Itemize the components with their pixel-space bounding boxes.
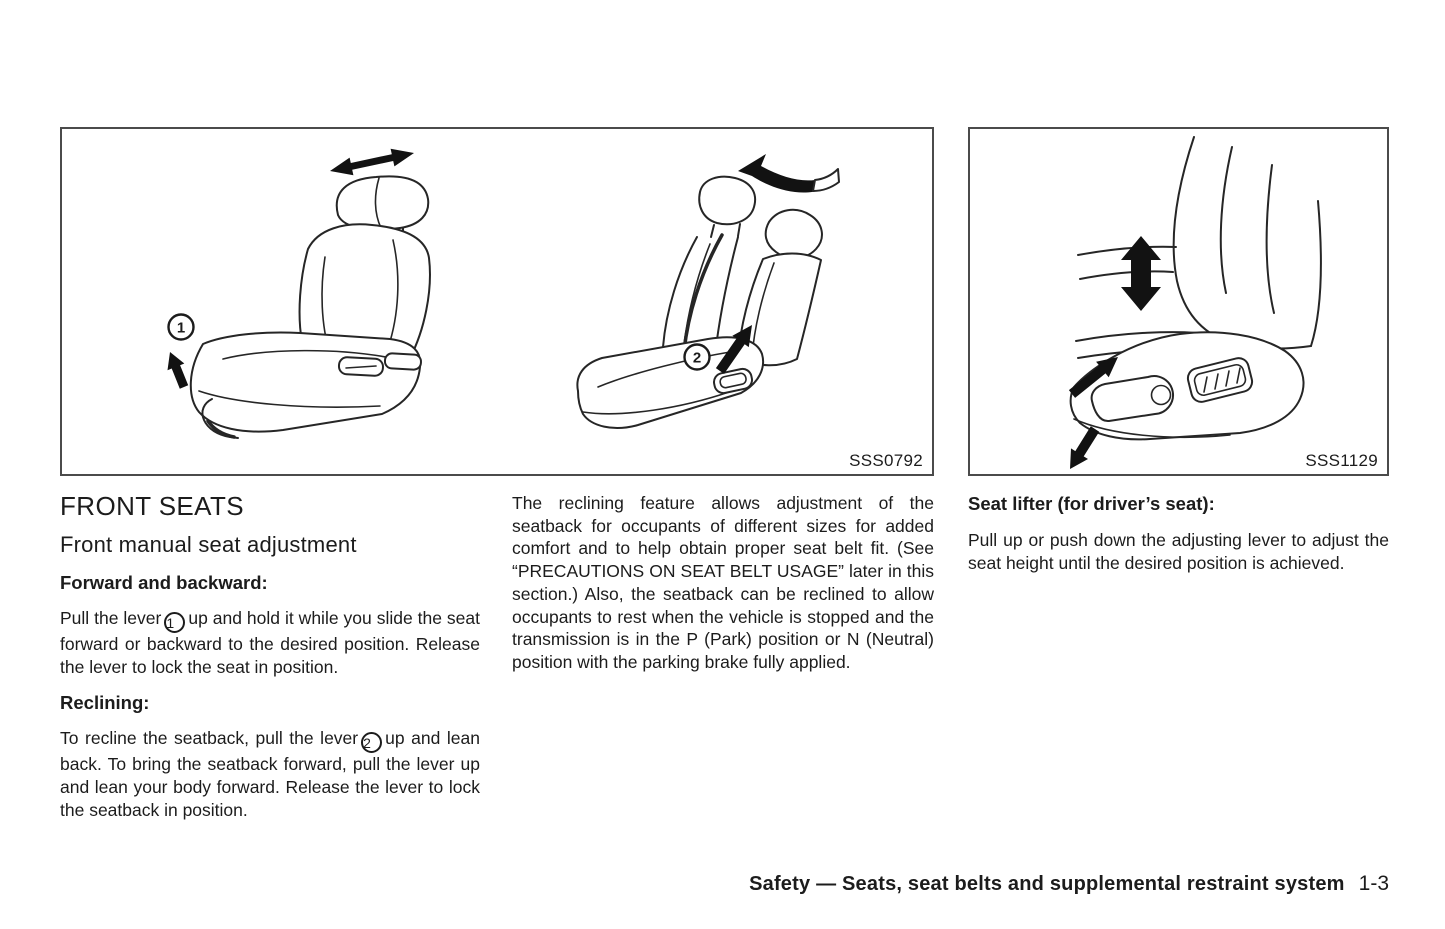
p1-text-post: up and hold it while you slide the seat forward or backward to the desired position. Release the lever to lock the seat in position.	[60, 608, 480, 677]
figure-code-left: SSS0792	[849, 451, 923, 470]
seat-slide-drawing	[168, 149, 430, 438]
seat2-headrest-reclined	[766, 210, 822, 258]
footer-page-number: 1-3	[1358, 872, 1389, 895]
heading-forward-backward: Forward and backward:	[60, 572, 268, 593]
seat1-headrest	[337, 176, 429, 229]
seat-recline-drawing	[577, 154, 839, 428]
seat2-seatback-upright	[699, 177, 755, 225]
column-2	[512, 492, 934, 674]
callout-2-label: 2	[692, 349, 702, 367]
p2-text-post: up and lean back. To bring the seatback forward, pull the lever up and lean your body forward. Release the lever to lock the seatback in position.	[60, 728, 480, 820]
callout-1-inline: 1	[164, 612, 185, 633]
paragraph-forward-backward	[60, 607, 480, 678]
slide-direction-arrow-icon	[330, 149, 414, 175]
p1-text-pre: Pull the lever	[60, 608, 162, 628]
paragraph-seat-lifter: Pull up or push down the adjusting lever to adjust the seat height until the desired position is achieved.	[968, 530, 1389, 573]
figure-front-seat-adjustment	[60, 127, 934, 476]
seat-slide-and-recline-illustration	[62, 129, 932, 474]
seat1-cushion	[191, 332, 420, 431]
pull-up-arrow-icon	[168, 352, 189, 389]
callout-2-inline: 2	[361, 732, 382, 753]
paragraph-reclining-info: The reclining feature allows adjustment of the seatback for occupants of different sizes for added comfort and to help obtain proper seat belt fit. (See “PRECAUTIONS ON SEAT BELT USAGE” later in this section.) Also, the seatback can be reclined to allow occupants to rest when the vehicle is stopped and the transmission is in the P (Park) position or N (Neutral) position with the parking brake fully applied.	[512, 493, 934, 672]
column-1	[60, 493, 480, 822]
subsection-title: Front manual seat adjustment	[60, 532, 357, 557]
page-footer	[60, 872, 1389, 896]
lever-push-down-arrow-icon	[1070, 426, 1099, 469]
p2-text-pre: To recline the seatback, pull the lever	[60, 728, 359, 749]
footer-chapter-title: Safety — Seats, seat belts and supplemental restraint system	[749, 873, 1345, 895]
column-3	[968, 493, 1389, 574]
seat-lifter-drawing	[1069, 137, 1321, 469]
heading-seat-lifter: Seat lifter (for driver’s seat):	[968, 493, 1215, 514]
paragraph-reclining	[60, 727, 480, 821]
figure-code-right: SSS1129	[1305, 451, 1378, 470]
heading-reclining: Reclining:	[60, 692, 150, 714]
callout-1-label: 1	[176, 319, 186, 337]
figure-seat-lifter	[968, 127, 1389, 476]
section-title: FRONT SEATS	[60, 491, 245, 521]
seat-lifter-illustration	[970, 129, 1387, 474]
